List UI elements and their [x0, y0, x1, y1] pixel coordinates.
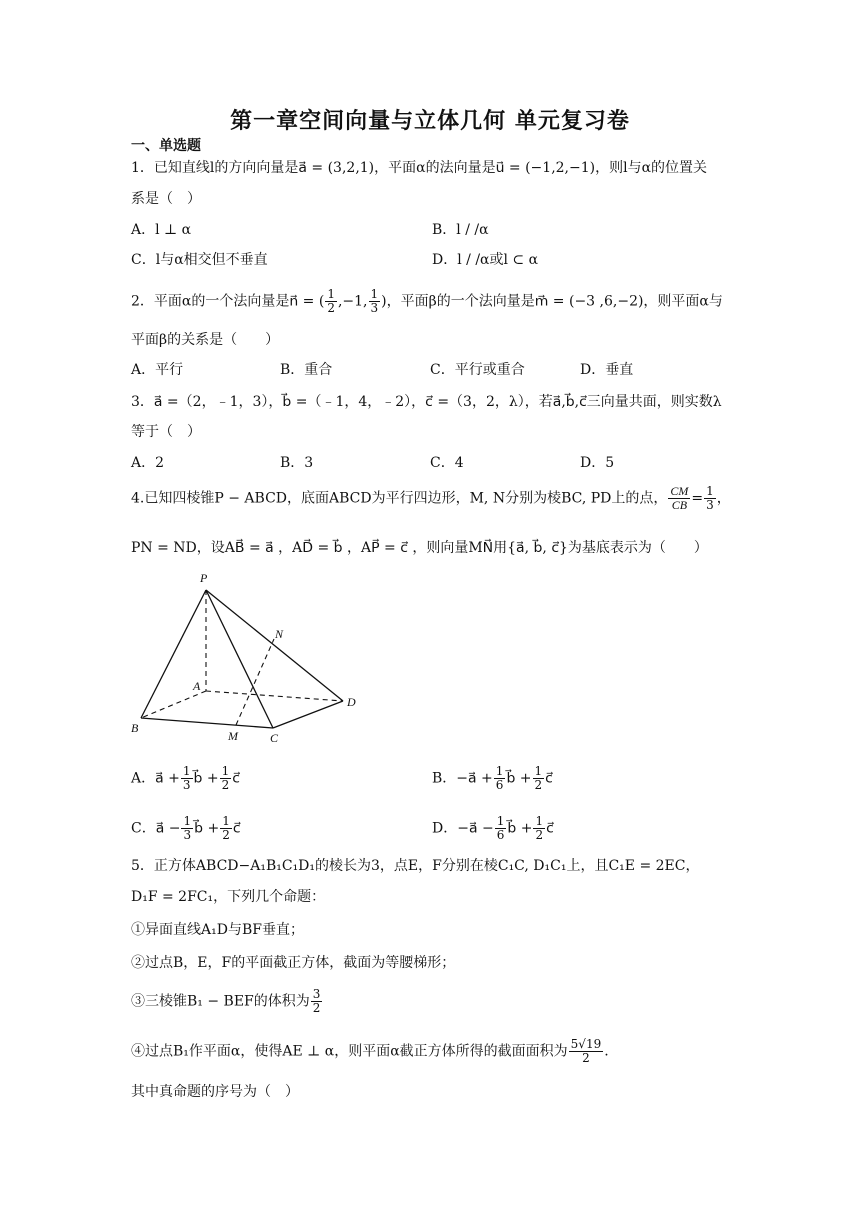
q2-text-pre: 2．平面α的一个法向量是n⃗ = (: [131, 293, 325, 310]
q4-ratio-fraction: [668, 485, 690, 512]
q3-stem-line2: 等于（ ）: [131, 424, 201, 440]
q2-fraction-2: [369, 288, 381, 315]
q5-prompt: 其中真命题的序号为（ ）: [131, 1084, 299, 1100]
q2-option-d: D．垂直: [580, 362, 634, 378]
q4-third-num: 1: [706, 484, 714, 498]
q4-option-c-frac1: [181, 815, 193, 842]
q4-ratio-den: CB: [671, 498, 688, 512]
q2-text-mid: ,−1,: [337, 293, 368, 310]
q4-option-c-frac2-den: 2: [222, 828, 230, 842]
label-c: C: [270, 731, 279, 745]
q2-fraction-1-den: 2: [327, 301, 335, 315]
q5-stem-line1: 5．正方体ABCD−A₁B₁C₁D₁的棱长为3，点E，F分别在棱C₁C, D₁C₁上，且C₁E = 2EC，: [131, 858, 700, 874]
q2-fraction-1-num: 1: [327, 287, 335, 301]
q2-stem-line1: [131, 288, 723, 315]
q4-option-a-frac2-den: 2: [221, 778, 230, 792]
q5-statement-1: ①异面直线A₁D与BF垂直；: [131, 922, 304, 938]
q5-statement-4-end: .: [604, 1043, 609, 1060]
q2-option-c: C．平行或重合: [430, 362, 525, 378]
q3-stem-line1: 3．a⃗ =（2，﹣1，3），b⃗ =（﹣1，4，﹣2），c⃗ =（3，2，λ），若a⃗,b⃗,c⃗三向量共面，则实数λ: [131, 394, 722, 410]
q4-option-b-term3: c⃗: [545, 770, 553, 787]
q2-fraction-1: [325, 288, 337, 315]
q5-statement-4-text: ④过点B₁作平面α，使得AE ⊥ α，则平面α截正方体所得的截面面积为: [131, 1043, 568, 1060]
q4-option-a-frac1-num: 1: [182, 764, 191, 778]
label-m: M: [228, 729, 238, 743]
q1-stem-line2: 系是（ ）: [131, 191, 201, 207]
q4-option-b-frac2-den: 2: [534, 778, 543, 792]
q1-option-b: B．l / /α: [432, 222, 489, 238]
label-p: P: [200, 571, 208, 585]
q4-option-c-term3: c⃗: [232, 820, 241, 837]
q5-statement-3-den: 2: [312, 1001, 321, 1015]
q4-option-b-term2: b⃗ +: [506, 770, 532, 787]
q4-option-d-prefix: D．: [432, 820, 458, 837]
q5-statement-3-fraction: [311, 988, 323, 1015]
q5-statement-4: [131, 1038, 609, 1065]
q4-option-d-term3: c⃗: [546, 820, 554, 837]
edge-ab: [141, 691, 206, 718]
q4-option-c-frac1-den: 3: [183, 828, 192, 842]
q5-statement-3-text: ③三棱锥B₁ − BEF的体积为: [131, 993, 310, 1010]
q4-eq: =: [691, 490, 704, 507]
q4-option-a-frac2-num: 1: [221, 764, 230, 778]
edge-cd: [273, 701, 343, 728]
q5-statement-2: ②过点B，E，F的平面截正方体，截面为等腰梯形；: [131, 955, 456, 971]
q4-option-b-term1: −a⃗ +: [456, 770, 493, 787]
q4-option-c-frac1-num: 1: [183, 814, 192, 828]
q5-statement-3: [131, 988, 323, 1015]
q2-stem-line2: 平面β的关系是（ ）: [131, 332, 280, 348]
q4-option-a: [131, 765, 240, 792]
edge-bc: [141, 718, 273, 728]
q4-option-d-term2: b⃗ +: [507, 820, 533, 837]
q1-stem-line1: 1．已知直线l的方向向量是a⃗ = (3,2,1)，平面α的法向量是u⃗ = (−1,2,−1)，则l与α的位置关: [131, 160, 708, 176]
label-b: B: [131, 721, 139, 735]
q4-option-d: [432, 815, 554, 842]
q4-option-b-frac1-num: 1: [495, 764, 504, 778]
q4-option-c-term2: b⃗ +: [194, 820, 220, 837]
q5-statement-4-num: 5√19: [570, 1037, 602, 1051]
q4-option-b-frac1-den: 6: [495, 778, 504, 792]
q3-option-b: B．3: [280, 455, 314, 471]
q4-stem-line1: [131, 485, 731, 512]
q2-text-post: )，平面β的一个法向量是m⃗ = (−3 ,6,−2)，则平面α与: [381, 293, 723, 310]
section-heading: 一、单选题: [131, 138, 201, 154]
q1-option-c: C．l与α相交但不垂直: [131, 252, 268, 268]
edge-pd: [206, 590, 343, 701]
q4-option-c: [131, 815, 241, 842]
edge-pc: [206, 590, 273, 728]
q4-ratio-num: CM: [670, 484, 689, 498]
pyramid-figure: [128, 568, 368, 748]
q4-third-den: 3: [706, 498, 714, 512]
q1-option-d: D．l / /α或l ⊂ α: [432, 252, 539, 268]
label-a: A: [193, 679, 201, 693]
q4-end: ，: [716, 490, 731, 507]
q4-option-a-frac2: [220, 765, 232, 792]
q4-option-a-term3: c⃗: [232, 770, 240, 787]
q4-option-c-term1: a⃗ −: [155, 820, 181, 837]
edge-ad: [206, 691, 343, 701]
q3-option-c: C．4: [430, 455, 464, 471]
label-d: D: [347, 695, 356, 709]
q2-fraction-2-num: 1: [370, 287, 379, 301]
q4-option-b: [432, 765, 553, 792]
q2-fraction-2-den: 3: [370, 301, 379, 315]
q5-statement-3-num: 3: [312, 987, 321, 1001]
q4-option-c-frac2: [220, 815, 232, 842]
q4-option-c-frac2-num: 1: [222, 814, 230, 828]
q4-option-d-frac1-den: 6: [496, 828, 505, 842]
q3-option-a: A．2: [131, 455, 165, 471]
label-n: N: [275, 627, 284, 641]
page-title: 第一章空间向量与立体几何 单元复习卷: [230, 108, 630, 134]
q5-stem-line2: D₁F = 2FC₁，下列几个命题：: [131, 889, 326, 905]
q4-option-d-frac2-den: 2: [535, 828, 544, 842]
q4-option-d-frac1-num: 1: [496, 814, 505, 828]
q1-option-a: A．l ⊥ α: [131, 222, 192, 238]
q5-statement-4-fraction: [569, 1038, 604, 1065]
q4-option-b-frac1: [494, 765, 506, 792]
edge-pb: [141, 590, 206, 718]
q2-option-a: A．平行: [131, 362, 184, 378]
q4-option-d-term1: −a⃗ −: [457, 820, 494, 837]
q4-option-b-frac2-num: 1: [534, 764, 543, 778]
segment-mn: [236, 639, 274, 725]
q4-text-pre: 4.已知四棱锥P − ABCD，底面ABCD为平行四边形，M, N分别为棱BC, PD上的点，: [131, 490, 668, 507]
q4-option-d-frac2-num: 1: [535, 814, 544, 828]
q4-third-fraction: [704, 485, 716, 512]
q4-option-d-frac1: [495, 815, 507, 842]
q4-option-a-term2: b⃗ +: [193, 770, 219, 787]
q4-stem-line2: PN = ND，设AB⃗ = a⃗ ，AD⃗ = b⃗ ，AP⃗ = c⃗ ，则向量MN⃗用{a⃗, b⃗, c⃗}为基底表示为（ ）: [131, 540, 708, 556]
q4-option-a-frac1: [181, 765, 193, 792]
q4-option-a-prefix: A．: [131, 770, 156, 787]
q2-option-b: B．重合: [280, 362, 333, 378]
q4-option-a-frac1-den: 3: [182, 778, 191, 792]
q4-option-b-prefix: B．: [432, 770, 457, 787]
q5-statement-4-den: 2: [582, 1051, 590, 1065]
q4-option-a-term1: a⃗ +: [155, 770, 180, 787]
q4-option-d-frac2: [533, 815, 545, 842]
q4-option-c-prefix: C．: [131, 820, 156, 837]
q3-option-d: D．5: [580, 455, 615, 471]
q4-option-b-frac2: [533, 765, 545, 792]
